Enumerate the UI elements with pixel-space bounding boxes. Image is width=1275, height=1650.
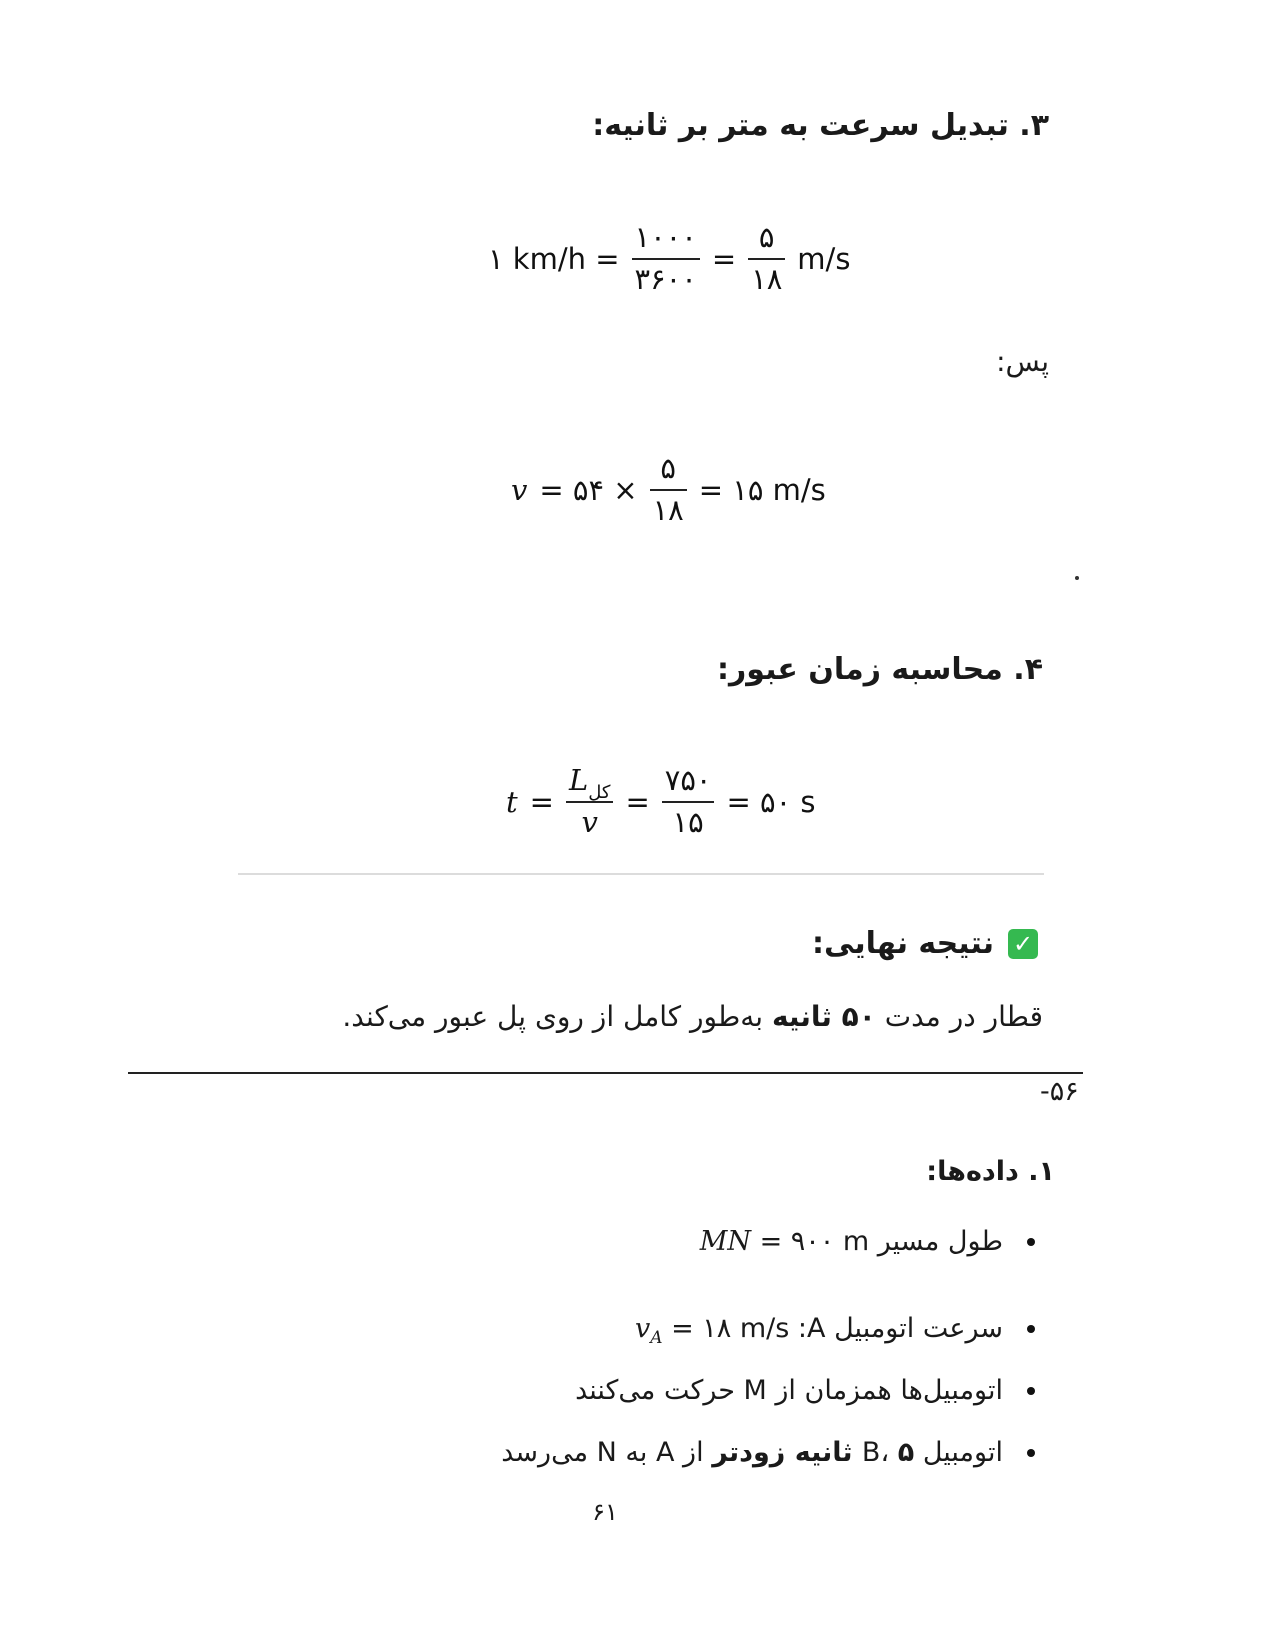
time-equation (500, 765, 821, 839)
eq3-rhs: = ۵۰ s (726, 784, 816, 819)
result-heading (812, 926, 1038, 961)
eq3-denominator-1: v (581, 804, 598, 839)
step4-heading: ۴. محاسبه زمان عبور: (717, 652, 1043, 687)
eq2-fraction (650, 453, 687, 527)
data-section-heading: ۱. داده‌ها: (926, 1156, 1055, 1187)
item-1-math (700, 1222, 869, 1262)
eq3-fraction-1 (566, 765, 613, 839)
eq3-numerator-1 (566, 765, 613, 801)
eq1-denominator-1: ۳۶۰۰ (634, 261, 697, 296)
item-1-math-val: = ۹۰۰ m (750, 1226, 870, 1257)
item-1-math-var: MN (699, 1226, 751, 1257)
list-item (501, 1309, 1043, 1349)
eq1-fraction-2 (748, 222, 785, 296)
list-item (501, 1433, 1043, 1473)
eq1-fraction-1 (632, 222, 700, 296)
length-variable: L (568, 763, 589, 797)
check-icon: ✓ (1008, 929, 1038, 959)
eq2-numerator: ۵ (660, 451, 676, 485)
eq2-variable: v (511, 472, 528, 507)
item-2-math-val: = ۱۸ m/s (662, 1313, 790, 1344)
item-3-label: اتومبیل‌ها همزمان از M حرکت می‌کنند (575, 1375, 1003, 1406)
eq1-lhs: ۱ km/h = (488, 241, 620, 276)
result-statement (342, 1000, 1043, 1033)
item-2-math-var: v (634, 1313, 651, 1344)
length-subscript: کل (588, 782, 611, 803)
speed-conversion-equation (482, 222, 856, 296)
item-4-label-a: اتومبیل B، (861, 1437, 1003, 1468)
eq3-denominator-2: ۱۵ (672, 804, 704, 839)
eq1-numerator-2: ۵ (758, 220, 775, 254)
item-2-math (635, 1309, 789, 1352)
eq1-denominator-2: ۱۸ (751, 261, 783, 296)
velocity-equation (505, 453, 832, 527)
item-2-label: سرعت اتومبیل A: (789, 1313, 1003, 1344)
eq1-equals: = (711, 241, 737, 276)
eq3-equals-1: = (529, 784, 554, 819)
result-text-bold: ۵۰ ثانیه (771, 1000, 876, 1033)
page-number: ۶۱ (592, 1498, 618, 1526)
list-item (501, 1371, 1043, 1411)
section-divider (238, 873, 1044, 875)
result-heading-text: نتیجه نهایی: (812, 926, 994, 961)
data-list (501, 1222, 1043, 1473)
eq3-numerator-2: ۷۵۰ (664, 763, 712, 797)
result-text-b: به‌طور کامل از روی پل عبور می‌کند. (342, 1000, 772, 1033)
eq3-variable: t (506, 784, 518, 819)
step3-heading: ۳. تبدیل سرعت به متر بر ثانیه: (592, 108, 1049, 143)
eq2-lhs: = ۵۴ × (539, 472, 638, 507)
item-1-label: طول مسیر (869, 1226, 1003, 1257)
item-4-label-b: از A به N می‌رسد (501, 1437, 713, 1468)
result-text-a: قطار در مدت (875, 1000, 1043, 1033)
eq1-unit: m/s (797, 241, 851, 276)
problem-separator (128, 1072, 1083, 1074)
eq3-equals-2: = (625, 784, 650, 819)
item-2-math-sub: A (650, 1328, 663, 1348)
eq2-rhs: = ۱۵ m/s (698, 472, 826, 507)
eq2-denominator: ۱۸ (652, 492, 684, 527)
eq1-numerator-1: ۱۰۰۰ (634, 220, 697, 254)
item-4-label-bold: ۵ ثانیه زودتر (712, 1437, 915, 1468)
stray-dot (1075, 576, 1079, 580)
eq3-fraction-2 (662, 765, 715, 839)
list-item (501, 1222, 1043, 1262)
then-label: پس: (996, 345, 1049, 378)
problem-number: -۵۶ (1040, 1076, 1079, 1107)
